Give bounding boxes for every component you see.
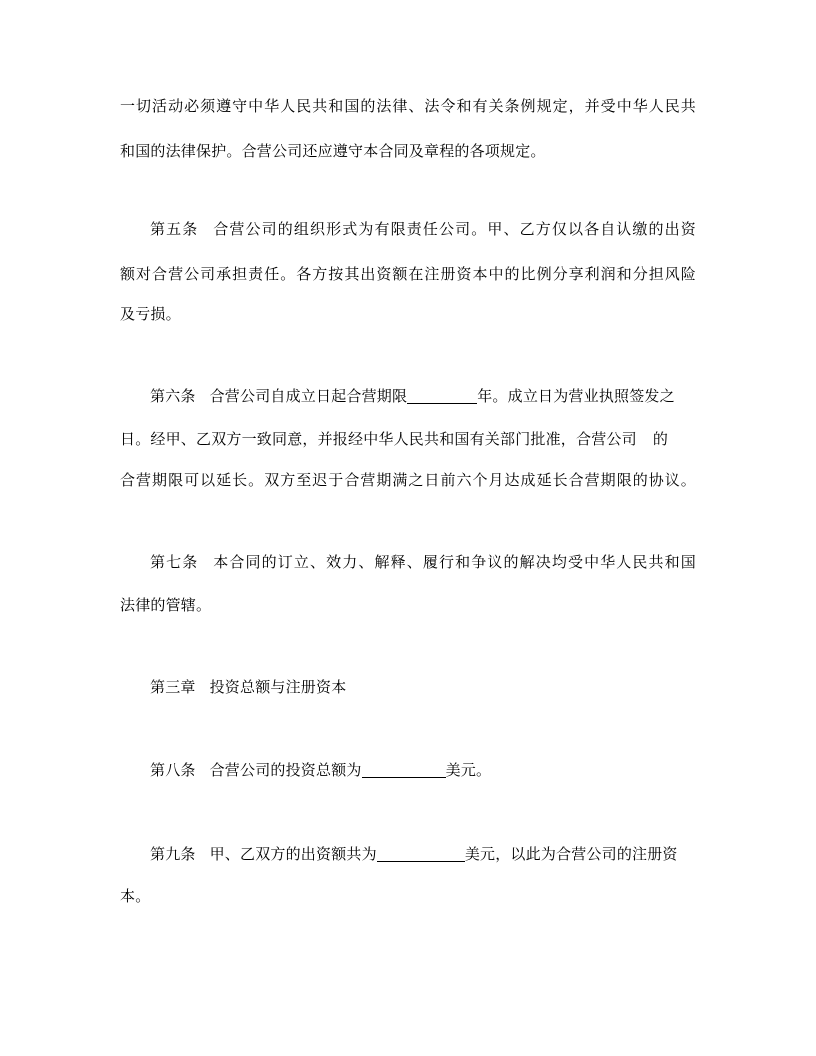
article-5-line-1 bbox=[150, 219, 696, 239]
text-segment: 及亏损。 bbox=[120, 305, 181, 323]
text-segment: 美元。 bbox=[445, 761, 492, 779]
text-segment: 一切活动必须遵守中华人民共和国的法律、法令和有关条例规定，并受中华人民共 bbox=[120, 97, 696, 115]
text-segment: 的 bbox=[652, 430, 669, 448]
article-6-line-1 bbox=[150, 386, 696, 406]
text-segment: 额对合营公司承担责任。各方按其出资额在注册资本中的比例分享利润和分担风险 bbox=[120, 265, 696, 283]
text-segment: 本。 bbox=[120, 887, 151, 905]
chapter-title: 投资总额与注册资本 bbox=[209, 678, 347, 696]
fill-in-blank-capital-contribution[interactable] bbox=[377, 845, 465, 862]
article-7-line-2 bbox=[120, 595, 696, 615]
article-9-line-2 bbox=[120, 886, 696, 906]
article-8-line-1 bbox=[150, 760, 696, 780]
article-number: 第六条 bbox=[150, 387, 196, 405]
text-segment: 美元，以此为合营公司的注册资 bbox=[464, 845, 678, 863]
article-5-line-2 bbox=[120, 264, 696, 284]
text-segment: 甲、乙双方的出资额共为 bbox=[209, 845, 377, 863]
article-6-line-2 bbox=[120, 429, 696, 449]
fill-in-blank-total-investment[interactable] bbox=[362, 761, 446, 778]
text-segment: 合营公司自成立日起合营期限 bbox=[209, 387, 408, 405]
chapter-3-heading bbox=[150, 677, 696, 697]
text-segment: 日。经甲、乙双方一致同意，并报经中华人民共和国有关部门批准，合营公司 bbox=[120, 430, 637, 448]
article-number: 第八条 bbox=[150, 761, 196, 779]
article-number: 第七条 bbox=[150, 553, 199, 571]
article-number: 第五条 bbox=[150, 220, 199, 238]
article-7-line-1 bbox=[150, 552, 696, 572]
text-segment: 本合同的订立、效力、解释、履行和争议的解决均受中华人民共和国 bbox=[212, 553, 696, 571]
article-number: 第九条 bbox=[150, 845, 196, 863]
chapter-number: 第三章 bbox=[150, 678, 196, 696]
text-segment: 合营公司的投资总额为 bbox=[209, 761, 362, 779]
fill-in-blank-term-years[interactable] bbox=[407, 387, 477, 404]
text-segment: 合营公司的组织形式为有限责任公司。甲、乙方仅以各自认缴的出资 bbox=[212, 220, 696, 238]
text-segment: 合营期限可以延长。双方至迟于合营期满之日前六个月达成延长合营期限的协议。 bbox=[120, 471, 696, 489]
text-segment: 和国的法律保护。合营公司还应遵守本合同及章程的各项规定。 bbox=[120, 142, 546, 160]
paragraph-line bbox=[120, 141, 696, 161]
article-6-line-3 bbox=[120, 470, 696, 490]
article-5-line-3 bbox=[120, 304, 696, 324]
text-segment: 年。成立日为营业执照签发之 bbox=[477, 387, 675, 405]
text-segment: 法律的管辖。 bbox=[120, 596, 212, 614]
article-9-line-1 bbox=[150, 844, 696, 864]
paragraph-line bbox=[120, 96, 696, 116]
